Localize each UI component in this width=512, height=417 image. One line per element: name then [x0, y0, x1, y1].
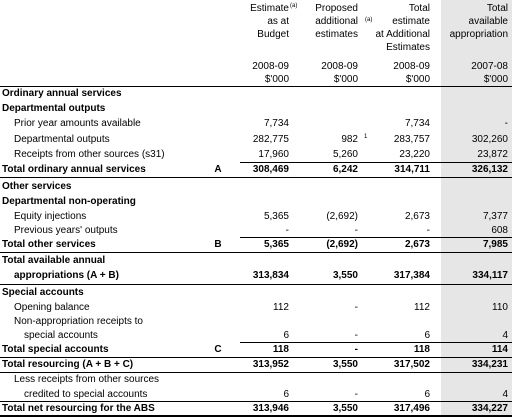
total-value: 2,673	[404, 239, 430, 250]
section-rule	[0, 252, 512, 253]
row-label: Opening balance	[14, 302, 90, 313]
total-row-label: Total other services	[2, 239, 96, 250]
value-cell: 6	[283, 330, 289, 341]
value-cell: 283,757	[393, 134, 430, 145]
header-text: at Additional	[375, 29, 430, 40]
total-value: 314,711	[394, 164, 430, 175]
unit-label: $'000	[333, 74, 358, 85]
section-rule	[0, 357, 512, 358]
year-label: 2008-09	[321, 61, 358, 72]
header-text: Estimate	[250, 3, 289, 14]
total-value: 313,952	[252, 359, 289, 370]
row-label: special accounts	[24, 330, 98, 341]
total-row-label: Total special accounts	[2, 344, 109, 355]
year-label: 2007-08	[471, 61, 508, 72]
subsection-heading: Departmental outputs	[2, 103, 106, 114]
value-cell: -	[354, 302, 358, 313]
total-value: 118	[272, 344, 289, 355]
row-label: Previous years' outputs	[14, 225, 118, 236]
value-cell: 23,220	[399, 149, 430, 160]
header-text: as at	[267, 16, 289, 27]
header-proposed-additional	[292, 2, 358, 41]
unit-label: $'000	[483, 74, 508, 85]
total-value: 326,132	[471, 164, 508, 175]
value-cell: 110	[492, 302, 508, 313]
total-letter: A	[214, 164, 222, 175]
footnote-marker: (a)	[290, 3, 298, 9]
section-rule	[0, 177, 512, 178]
row-label: Equity injections	[14, 211, 87, 222]
row-label: Non-appropriation receipts to	[14, 316, 143, 327]
section-rule	[0, 372, 512, 373]
total-value: 313,834	[252, 270, 289, 281]
unit-label: $'000	[405, 74, 430, 85]
value-cell: 7,377	[482, 211, 508, 222]
row-label: Less receipts from other sources	[14, 374, 160, 385]
row-label: Prior year amounts available	[14, 118, 141, 129]
value-cell: 17,960	[258, 149, 289, 160]
grand-total-value: 313,946	[252, 403, 289, 414]
grand-total-label: Total net resourcing for the ABS	[2, 403, 155, 414]
total-row-label: Total ordinary annual services	[2, 164, 146, 175]
total-letter: C	[214, 344, 222, 355]
header-text: estimates	[315, 29, 358, 40]
footnote-marker: 1	[364, 134, 368, 140]
header-estimate-budget	[233, 2, 289, 41]
value-cell: (2,692)	[326, 211, 358, 222]
section-heading: Ordinary annual services	[2, 88, 122, 99]
row-label: credited to special accounts	[24, 389, 148, 400]
value-cell: 6	[424, 330, 430, 341]
unit-label: $'000	[264, 74, 289, 85]
header-text: additional	[315, 16, 358, 27]
header-total-estimate	[362, 2, 430, 54]
row-label: Departmental outputs	[14, 134, 110, 145]
header-text: Budget	[257, 29, 289, 40]
grand-total-value: 317,496	[393, 403, 430, 414]
total-value: 5,365	[263, 239, 289, 250]
value-cell: 112	[273, 302, 289, 313]
value-cell: -	[285, 225, 289, 236]
value-cell: 282,775	[252, 134, 289, 145]
subtotal-rule	[240, 342, 512, 343]
value-cell: -	[354, 389, 358, 400]
value-cell: 4	[502, 330, 508, 341]
section-heading: Special accounts	[2, 287, 84, 298]
grand-total-value: 3,550	[332, 403, 358, 414]
value-cell: -	[354, 225, 358, 236]
header-text: estimate	[392, 16, 430, 27]
total-value: 114	[491, 344, 508, 355]
total-value: 317,384	[393, 270, 430, 281]
value-cell: 608	[491, 225, 508, 236]
footnote-marker: (a)	[365, 17, 373, 23]
total-row-label: appropriations (A + B)	[14, 270, 119, 281]
value-cell: 23,872	[477, 149, 508, 160]
header-text: Proposed	[315, 3, 358, 14]
grand-total-value: 334,227	[471, 403, 508, 414]
header-total-available	[438, 2, 508, 41]
section-rule	[0, 284, 512, 285]
header-text: Total	[408, 3, 430, 14]
total-value: -	[354, 344, 358, 355]
value-cell: 982	[341, 134, 358, 145]
total-letter: B	[214, 239, 222, 250]
value-cell: -	[354, 330, 358, 341]
total-value: 3,550	[332, 359, 358, 370]
header-text: available	[468, 16, 508, 27]
total-value: 334,117	[472, 270, 508, 281]
value-cell: -	[426, 225, 430, 236]
total-row-label: Total available annual	[2, 255, 106, 266]
value-cell: 6	[424, 389, 430, 400]
value-cell: 5,260	[332, 149, 358, 160]
section-heading: Other services	[2, 181, 72, 192]
year-label: 2008-09	[393, 61, 430, 72]
total-value: 118	[413, 344, 430, 355]
subsection-heading: Departmental non-operating	[2, 196, 136, 207]
total-value: 6,242	[332, 164, 358, 175]
header-text: Estimates	[386, 42, 430, 53]
subtotal-rule	[240, 237, 512, 238]
total-value: 317,502	[393, 359, 430, 370]
total-row-label: Total resourcing (A + B + C)	[2, 359, 134, 370]
header-text: appropriation	[449, 29, 508, 40]
value-cell: 2,673	[404, 211, 430, 222]
header-text: Total	[486, 3, 508, 14]
value-cell: 5,365	[263, 211, 289, 222]
value-cell: 4	[502, 389, 508, 400]
total-value: 7,985	[482, 239, 508, 250]
total-value: 334,231	[471, 359, 508, 370]
value-cell: 302,260	[471, 134, 508, 145]
value-cell: 7,734	[263, 118, 289, 129]
row-label: Receipts from other sources (s31)	[14, 149, 165, 160]
header-rule	[0, 86, 512, 87]
value-cell: 7,734	[404, 118, 430, 129]
value-cell: 112	[414, 302, 430, 313]
total-value: 308,469	[252, 164, 289, 175]
total-value: (2,692)	[326, 239, 358, 250]
section-rule	[0, 401, 512, 402]
value-cell: 6	[283, 389, 289, 400]
year-label: 2008-09	[252, 61, 289, 72]
total-value: 3,550	[332, 270, 358, 281]
value-cell: -	[504, 118, 508, 129]
subtotal-rule	[240, 162, 512, 163]
